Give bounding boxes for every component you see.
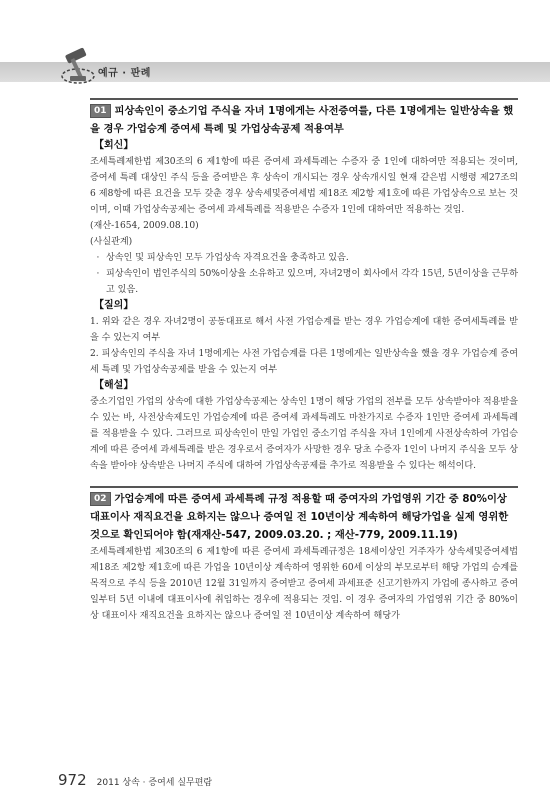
reply-citation: (재산-1654, 2009.08.10) [90,221,199,231]
section-label-commentary: 【해설】 [94,380,134,391]
fact-bullet-text: 상속인 및 피상속인 모두 가업상속 자격요건을 충족하고 있음. [106,253,349,263]
section-label-reply: 【회신】 [94,140,134,151]
question-paragraph: 2. 피상속인의 주식을 자녀 1명에게는 사전 가업승계를 다른 1명에게는 일반상속을 했을 경우 가업승계 증여세 특례 및 가업상속공제를 받을 수 있는지 여부 [90,349,518,375]
fact-bullet: · 상속인 및 피상속인 모두 가업상속 자격요건을 충족하고 있음. [90,250,518,266]
ruling-number-badge: 01 [90,104,111,118]
book-title: 2011 상속 · 증여세 실무편람 [96,778,213,788]
page-number: 972 [58,771,87,789]
ruling-title [90,102,518,138]
ruling-item-1 [90,98,518,474]
fact-bullet: · 피상속인이 법인주식의 50%이상을 소유하고 있으며, 자녀2명이 회사에서 각각 15년, 5년이상을 근무하고 있음. [90,266,518,298]
commentary-paragraph: 중소기업인 가업의 상속에 대한 가업상속공제는 상속인 1명이 해당 가업의 전부를 모두 상속받아야 적용받을 수 있는 바, 사전상속제도인 가업승계에 따른 증여세 과세특례도 마찬가지로 수증자 1인만 증여세 과세특례를 적용받을 수 있다. 그러므로 피상속인이 만일 가업인 중소기업 주식을 자녀 1인에게 사전상속하여 가업승계에 따른 증여세 과세특례를 받은 경우로서 증여자가 사망한 경우 당초 수증자 1인이 나머지 주식을 모두 상속을 받아야 상속받은 나머지 주식에 대하여 가업상속공제를 추가로 적용받을 수 있다는 해석이다. [90,397,518,471]
ruling-item-2 [90,486,518,624]
ruling-number-badge: 02 [90,492,111,506]
facts-heading: (사실관계) [90,237,133,247]
section-label: 예규 · 판례 [98,68,151,79]
ruling-title-text: 피상속인이 중소기업 주식을 자녀 1명에게는 사전증여를, 다른 1명에게는 일반상속을 했을 경우 가업승계 증여세 특례 및 가업상속공제 적용여부 [90,105,514,135]
ruling-title-text: 가업승계에 따른 증여세 과세특례 규정 적용할 때 증여자의 가업영위 기간 중 80%이상 대표이사 재직요건을 요하지는 않으나 증여일 전 10년이상 계속하여 해당가업을 실제 영위한 것으로 확인되어야 함(재재산-547, 2009.03.20. ; 재산-779, 2009.11.19) [90,493,509,541]
page-footer [58,770,212,789]
ruling-title [90,490,518,544]
section-label-question: 【질의】 [94,300,134,311]
ruling-paragraph: 조세특례제한법 제30조의 6 제1항에 따른 증여세 과세특례규정은 18세이상인 거주자가 상속세및증여세법 제18조 제2항 제1호에 따른 가업을 10년이상 계속하여 영위한 60세 이상의 부모로부터 해당 가업의 승계를 목적으로 주식 등을 2010년 12월 31일까지 증여받고 증여세 과세표준 신고기한까지 가업에 종사하고 증여일부터 5년 이내에 대표이사에 취임하는 경우에 적용되는 것임. 이 경우 증여자의 가업영위 기간 중 80%이상 대표이사 재직요건을 요하지는 않으나 증여일 전 10년이상 계속하여 해당가 [90,547,518,621]
page-content [90,98,518,624]
gavel-icon [60,46,96,86]
reply-paragraph: 조세특례제한법 제30조의 6 제1항에 따른 증여세 과세특례는 수증자 중 1인에 대하여만 적용되는 것이며, 증여세 특례 대상인 주식 등을 증여받은 후 상속이 개시되는 경우 상속개시일 현재 같은법 시행령 제27조의 6 제8항에 따른 요건을 모두 갖춘 경우 상속세및증여세법 제18조 제2항 제1호에 따른 가업상속으로 보는 것이며, 이때 가업상속공제는 증여세 과세특례를 적용받은 수증자 1인에 대하여만 적용하는 것임. [90,157,518,215]
fact-bullet-text: 피상속인이 법인주식의 50%이상을 소유하고 있으며, 자녀2명이 회사에서 각각 15년, 5년이상을 근무하고 있음. [106,269,518,295]
question-paragraph: 1. 위와 같은 경우 자녀2명이 공동대표로 해서 사전 가업승계를 받는 경우 가업승계에 대한 증여세특례를 받을 수 있는지 여부 [90,317,518,343]
